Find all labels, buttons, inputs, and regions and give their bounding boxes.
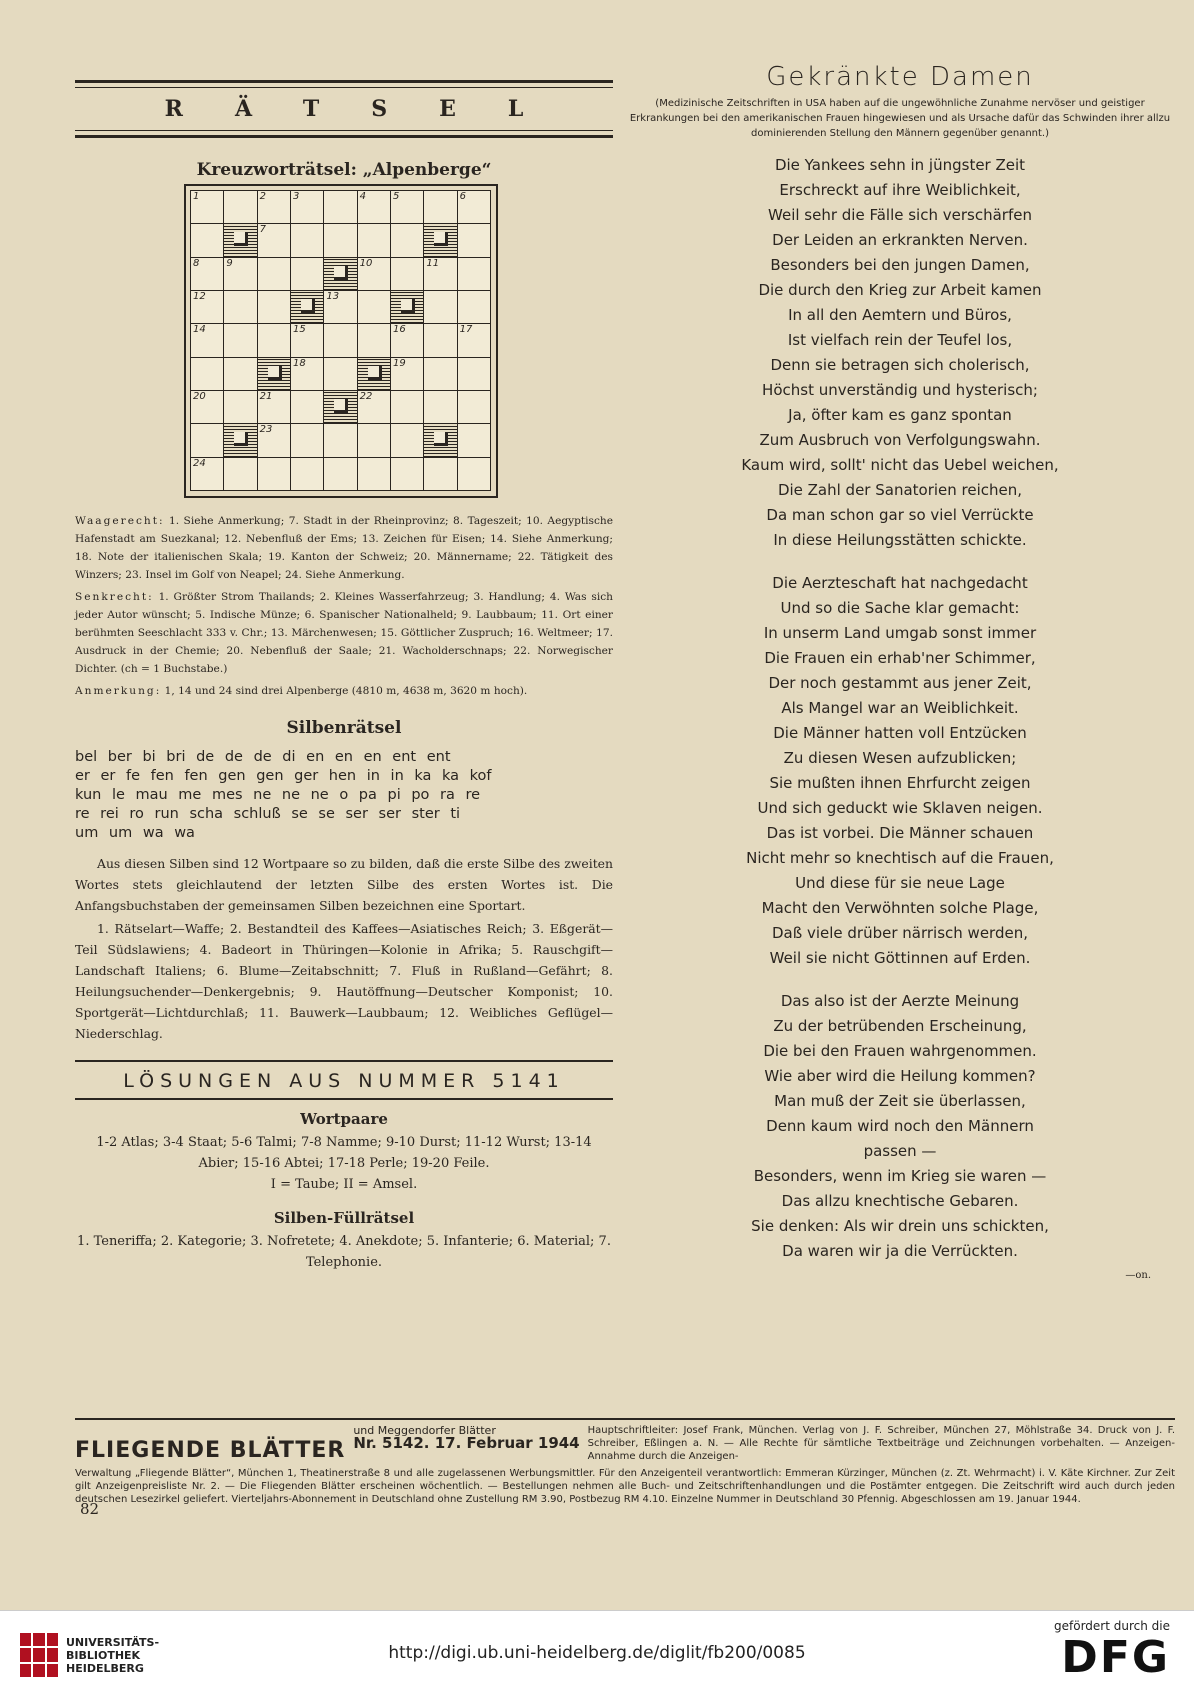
crossword-number: 3	[293, 191, 300, 202]
crossword-cell	[290, 190, 324, 224]
crossword-cell	[357, 323, 391, 357]
dfg-text: DFG	[1061, 1632, 1170, 1683]
crossword-cell	[223, 290, 257, 324]
crossword-number: 5	[393, 191, 400, 202]
silben-line: er er fe fen fen gen gen ger hen in in ka ka kof	[75, 768, 492, 784]
poem-note: (Medizinische Zeitschriften in USA haben auf die ungewöhnliche Zunahme nervöser und geistiger Erkrankungen bei den amerikanischen Frauen hingewiesen und als Ursache dafür das Schwinden ihrer allzu dominierenden Stellung den Männern gegenüber genannt.)	[629, 98, 1171, 139]
poem-line: Das also ist der Aerzte Meinung	[780, 992, 1020, 1010]
poem-line: Die durch den Krieg zur Arbeit kamen	[758, 281, 1042, 299]
crossword-number: 14	[193, 324, 206, 336]
poem-line: Denn kaum wird noch den Männern	[766, 1117, 1034, 1135]
raetsel-column	[75, 70, 613, 1273]
crossword-number: 20	[193, 391, 206, 402]
poem-line: Zum Ausbruch von Verfolgungswahn.	[759, 431, 1041, 449]
poem-stanza	[625, 571, 1175, 971]
crossword-number: 18	[293, 357, 306, 369]
crossword-number: 15	[293, 324, 306, 336]
poem-signature: —on.	[1125, 1270, 1151, 1281]
crossword-cell	[357, 457, 391, 491]
silben-line: re rei ro run scha schluß se se ser ser ster ti	[75, 806, 461, 822]
crossword-cell	[257, 190, 291, 224]
crossword-cell	[290, 257, 324, 291]
waagerecht-clues: 1. Siehe Anmerkung; 7. Stadt in der Rheinprovinz; 8. Tageszeit; 10. Aegyptische Hafenstadt am Suezkanal; 12. Nebenfluß der Ems; 13. Zeichen für Eisen; 14. Siehe Anmerkung; 18. Note der italienischen Skala; 19. Kanton der Schweiz; 20. Männername; 22. Tätigkeit des Winzers; 23. Insel im Golf von Neapel; 24. Siehe Anmerkung.	[75, 515, 613, 581]
poem-line: Sie denken: Als wir drein uns schickten,	[751, 1217, 1049, 1235]
crossword-cell	[457, 457, 491, 491]
crossword-cell	[390, 423, 424, 457]
poem-stanza	[625, 153, 1175, 553]
poem-line: Das ist vorbei. Die Männer schauen	[766, 824, 1034, 842]
wortpaare-text: 1-2 Atlas; 3-4 Staat; 5-6 Talmi; 7-8 Namme; 9-10 Durst; 11-12 Wurst; 13-14 Abier; 15-16 Abtei; 17-18 Perle; 19-20 Feile.	[96, 1135, 592, 1171]
poem-line: Und sich geduckt wie Sklaven neigen.	[757, 799, 1043, 817]
crossword-cell	[223, 323, 257, 357]
silben-instruction: Aus diesen Silben sind 12 Wortpaare so zu bilden, daß die erste Silbe des zweiten Wortes stets gleichlautend der letzten Silbe des ersten Wortes ist. Die Anfangsbuchstaben der gemeinsamen Silben bezeichnen eine Sportart.	[75, 856, 613, 913]
crossword-cell	[190, 457, 224, 491]
wortpaare-title: Wortpaare	[300, 1110, 388, 1128]
fuell-title: Silben-Füllrätsel	[273, 1209, 415, 1227]
crossword-cell	[323, 457, 357, 491]
crossword-cell	[223, 357, 257, 391]
crossword-black-cell	[323, 257, 357, 291]
crossword-number: 12	[193, 291, 206, 302]
permalink-url[interactable]: http://digi.ub.uni-heidelberg.de/diglit/fb200/0085	[388, 1643, 806, 1663]
crossword-cell	[457, 223, 491, 257]
crossword-cell	[423, 390, 457, 424]
crossword-number: 4	[359, 191, 367, 202]
poem-line: Die Männer hatten voll Entzücken	[773, 724, 1027, 742]
waagerecht-label: Waagerecht:	[75, 515, 165, 527]
crossword-cell	[423, 357, 457, 391]
crossword-number: 13	[326, 291, 340, 302]
crossword-cells	[190, 190, 490, 490]
masthead: FLIEGENDE BLÄTTER	[75, 1438, 346, 1463]
poem-line: Sie mußten ihnen Ehrfurcht zeigen	[769, 774, 1031, 792]
poem-line: Das allzu knechtische Gebaren.	[781, 1192, 1019, 1210]
crossword-cell	[257, 290, 291, 324]
poem-line: Ist vielfach rein der Teufel los,	[787, 331, 1013, 349]
crossword-cell	[223, 257, 257, 291]
crossword-cell	[323, 423, 357, 457]
poem-line: Der noch gestammt aus jener Zeit,	[768, 674, 1032, 692]
poem-line: Die Zahl der Sanatorien reichen,	[777, 481, 1023, 499]
poem-line: Da man schon gar so viel Verrückte	[766, 506, 1034, 524]
crossword-cell	[290, 423, 324, 457]
crossword-cell	[323, 323, 357, 357]
crossword-cell	[190, 357, 224, 391]
crossword-cell	[257, 223, 291, 257]
crossword-cell	[457, 423, 491, 457]
poem-body	[625, 153, 1175, 1264]
poem-line: Und so die Sache klar gemacht:	[780, 599, 1020, 617]
crossword-cell	[190, 257, 224, 291]
poem-column	[625, 62, 1175, 1281]
crossword-cell	[423, 323, 457, 357]
crossword-number: 1	[193, 191, 200, 202]
crossword-black-cell	[257, 357, 291, 391]
crossword-cell	[323, 223, 357, 257]
poem-line: Und diese für sie neue Lage	[795, 874, 1005, 892]
crossword-number: 24	[193, 457, 206, 469]
crossword-black-cell	[223, 223, 257, 257]
crossword-cell	[390, 357, 424, 391]
crossword-number: 6	[459, 191, 467, 202]
fuell-text: 1. Teneriffa; 2. Kategorie; 3. Nofretete; 4. Anekdote; 5. Infanterie; 6. Material; 7. Telephonie.	[77, 1234, 611, 1270]
loesungen-title: LÖSUNGEN AUS NUMMER 5141	[75, 1060, 613, 1100]
crossword-black-cell	[290, 290, 324, 324]
crossword-clues	[75, 512, 613, 700]
crossword-number: 2	[259, 191, 267, 202]
crossword-cell	[290, 323, 324, 357]
crossword-cell	[457, 290, 491, 324]
crossword-cell	[390, 390, 424, 424]
poem-line: passen —	[863, 1142, 937, 1160]
poem-line: Ja, öfter kam es ganz spontan	[788, 406, 1012, 424]
crossword-number: 9	[226, 257, 233, 269]
crossword-cell	[190, 223, 224, 257]
silben-line: bel ber bi bri de de de di en en en ent ent	[75, 749, 451, 765]
crossword-cell	[357, 390, 391, 424]
crossword-cell	[390, 223, 424, 257]
crossword-cell	[223, 390, 257, 424]
poem-line: Erschreckt auf ihre Weiblichkeit,	[779, 181, 1021, 199]
poem-title: Gekränkte Damen	[766, 62, 1034, 92]
dfg-logo[interactable]	[1054, 1619, 1170, 1683]
poem-line: Die bei den Frauen wahrgenommen.	[763, 1042, 1037, 1060]
crossword-cell	[223, 457, 257, 491]
crossword-black-cell	[423, 423, 457, 457]
silben-clues: 1. Rätselart—Waffe; 2. Bestandteil des Kaffees—Asiatisches Reich; 3. Eßgerät—Teil Südslawiens; 4. Badeort in Thüringen—Kolonie in Afrika; 5. Rauschgift—Landschaft Italiens; 6. Blume—Zeitabschnitt; 7. Fluß in Rußland—Gefährt; 8. Heilungsuchender—Denkergebnis; 9. Hautöffnung—Deutscher Komponist; 10. Sportgerät—Lichtdurchlaß; 11. Bauwerk—Laubbaum; 12. Weibliches Geflügel—Niederschlag.	[75, 921, 613, 1041]
crossword-cell	[290, 357, 324, 391]
crossword-cell	[423, 257, 457, 291]
crossword-cell	[190, 323, 224, 357]
poem-line: Die Frauen ein erhab'ner Schimmer,	[764, 649, 1036, 667]
crossword-cell	[390, 323, 424, 357]
imprint-footer	[75, 1418, 1175, 1506]
poem-line: Als Mangel war an Weiblichkeit.	[781, 699, 1019, 717]
poem-line: Nicht mehr so knechtisch auf die Frauen,	[746, 849, 1054, 867]
crossword-cell	[357, 290, 391, 324]
page-number: 82	[80, 1500, 100, 1518]
imprint-text-2: Verwaltung „Fliegende Blätter“, München 1, Theatinerstraße 8 und alle zugelassenen Werbungsmittler. Für den Anzeigenteil verantwortlich: Emmeran Kürzinger, München (z. Zt. Wehrmacht) i. V. Käte Kirchner. Zur Zeit gilt Anzeigenpreisliste Nr. 2. — Die Fliegenden Blätter erscheinen wöchentlich. — Bestellungen nehmen alle Buch- und Zeitschriftenhandlungen und die Postämter entgegen. Die Zeitschrift wird auch durch jeden deutschen Lesezirkel geliefert. Vierteljahrs-Abonnement in Deutschland ohne Zustellung RM 3.90, Postbezug RM 4.10. Einzelne Nummer in Deutschland 30 Pfennig. Abgeschlossen am 19. Januar 1944.	[75, 1468, 1175, 1505]
raetsel-title: RÄTSEL	[164, 96, 576, 122]
raetsel-title-box	[75, 80, 613, 138]
silben-title: Silbenrätsel	[286, 718, 402, 738]
crossword-cell	[323, 290, 357, 324]
crossword-cell	[457, 357, 491, 391]
crossword-cell	[190, 190, 224, 224]
crossword-cell	[223, 190, 257, 224]
crossword-number: 7	[259, 224, 267, 236]
crossword-cell	[457, 257, 491, 291]
crossword-cell	[257, 323, 291, 357]
crossword-grid	[190, 190, 490, 490]
anmerkung-label: Anmerkung:	[75, 685, 162, 697]
crossword-number: 23	[259, 424, 273, 436]
crossword-number: 19	[393, 357, 406, 369]
crossword-cell	[190, 423, 224, 457]
poem-line: Denn sie betragen sich cholerisch,	[770, 356, 1030, 374]
poem-line: Höchst unverständig und hysterisch;	[762, 381, 1038, 399]
crossword-number: 21	[259, 391, 273, 402]
poem-line: Besonders bei den jungen Damen,	[770, 256, 1030, 274]
crossword-cell	[390, 457, 424, 491]
senkrecht-label: Senkrecht:	[75, 591, 154, 603]
senkrecht-clues: 1. Größter Strom Thailands; 2. Kleines Wasserfahrzeug; 3. Handlung; 4. Was sich jeder Autor wünscht; 5. Indische Münze; 6. Spanischer Nationalheld; 9. Laubbaum; 11. Ort einer berühmten Seeschlacht 333 v. Chr.; 13. Märchenwesen; 15. Göttlicher Zuspruch; 16. Weltmeer; 17. Ausdruck in der Chemie; 20. Nebenfluß der Saale; 21. Wacholderschnaps; 22. Norwegischer Dichter. (ch = 1 Buchstabe.)	[75, 591, 613, 675]
crossword-number: 8	[193, 257, 200, 269]
crossword-number: 17	[459, 324, 473, 336]
crossword-cell	[423, 190, 457, 224]
crossword-title: Kreuzworträtsel: „Alpenberge“	[196, 160, 492, 180]
imprint-text: Hauptschriftleiter: Josef Frank, München. Verlag von J. F. Schreiber, München 27, Möhlstraße 34. Druck von J. F. Schreiber, Eßlingen a. N. — Alle Rechte für sämtliche Textbeiträge und Zeichnungen vorbehalten. — Anzeigen-Annahme durch die Anzeigen-	[587, 1425, 1175, 1462]
poem-line: Besonders, wenn im Krieg sie waren —	[753, 1167, 1047, 1185]
crossword-black-cell	[223, 423, 257, 457]
poem-line: Weil sehr die Fälle sich verschärfen	[768, 206, 1032, 224]
crossword-cell	[190, 390, 224, 424]
poem-line: Daß viele drüber närrisch werden,	[772, 924, 1028, 942]
poem-line: Die Aerzteschaft hat nachgedacht	[772, 574, 1028, 592]
crossword-cell	[323, 357, 357, 391]
silben-line: kun le mau me mes ne ne ne o pa pi po ra re	[75, 787, 481, 803]
poem-line: Macht den Verwöhnten solche Plage,	[761, 899, 1039, 917]
crossword-number: 16	[393, 324, 406, 336]
poem-line: Zu diesen Wesen aufzublicken;	[783, 749, 1017, 767]
masthead-subtitle: und Meggendorfer Blätter	[353, 1424, 496, 1437]
crossword-cell	[457, 390, 491, 424]
crossword-cell	[357, 257, 391, 291]
poem-line: Wie aber wird die Heilung kommen?	[764, 1067, 1036, 1085]
crossword-number: 10	[359, 257, 373, 269]
silben-line: um um wa wa	[75, 825, 195, 841]
viewer-bar	[0, 1610, 1194, 1699]
poem-line: Die Yankees sehn in jüngster Zeit	[774, 156, 1026, 174]
poem-line: In all den Aemtern und Büros,	[788, 306, 1012, 324]
poem-stanza	[625, 989, 1175, 1264]
poem-line: In diese Heilungsstätten schickte.	[773, 531, 1027, 549]
poem-line: Man muß der Zeit sie überlassen,	[774, 1092, 1026, 1110]
crossword-cell	[457, 190, 491, 224]
crossword-cell	[257, 457, 291, 491]
crossword-black-cell	[323, 390, 357, 424]
wortpaare-extra: I = Taube; II = Amsel.	[270, 1177, 418, 1192]
university-line: HEIDELBERG	[66, 1661, 144, 1675]
crossword-cell	[423, 457, 457, 491]
poem-line: In unserm Land umgab sonst immer	[763, 624, 1037, 642]
crossword-cell	[257, 423, 291, 457]
university-line: UNIVERSITÄTS-	[66, 1635, 160, 1649]
poem-line: Der Leiden an erkrankten Nerven.	[772, 231, 1028, 249]
masthead-issue	[353, 1424, 579, 1451]
university-line: BIBLIOTHEK	[66, 1648, 141, 1662]
crossword-number: 11	[426, 257, 440, 269]
poem-line: Zu der betrübenden Erscheinung,	[773, 1017, 1027, 1035]
crossword-black-cell	[357, 357, 391, 391]
crossword-cell	[457, 323, 491, 357]
crossword-cell	[257, 390, 291, 424]
anmerkung-text: 1, 14 und 24 sind drei Alpenberge (4810 m, 4638 m, 3620 m hoch).	[164, 685, 528, 697]
crossword-black-cell	[423, 223, 457, 257]
funded-by-text: gefördert durch die	[1054, 1619, 1170, 1633]
crossword-number: 22	[359, 391, 373, 402]
crossword-cell	[190, 290, 224, 324]
issue-number: Nr. 5142. 17. Februar 1944	[353, 1434, 580, 1452]
crossword-cell	[290, 390, 324, 424]
crossword-cell	[257, 257, 291, 291]
poem-line: Da waren wir ja die Verrückten.	[782, 1242, 1018, 1260]
crossword-cell	[290, 223, 324, 257]
crossword-cell	[390, 190, 424, 224]
crossword-cell	[357, 423, 391, 457]
crossword-cell	[357, 190, 391, 224]
crossword-black-cell	[390, 290, 424, 324]
poem-line: Weil sie nicht Göttinnen auf Erden.	[769, 949, 1031, 967]
crossword-cell	[290, 457, 324, 491]
poem-line: Kaum wird, sollt' nicht das Uebel weichen,	[741, 456, 1059, 474]
crossword-cell	[423, 290, 457, 324]
silben-syllables	[75, 748, 613, 843]
crossword-cell	[357, 223, 391, 257]
crossword-cell	[390, 257, 424, 291]
silben-body	[75, 853, 613, 1044]
crossword-cell	[323, 190, 357, 224]
